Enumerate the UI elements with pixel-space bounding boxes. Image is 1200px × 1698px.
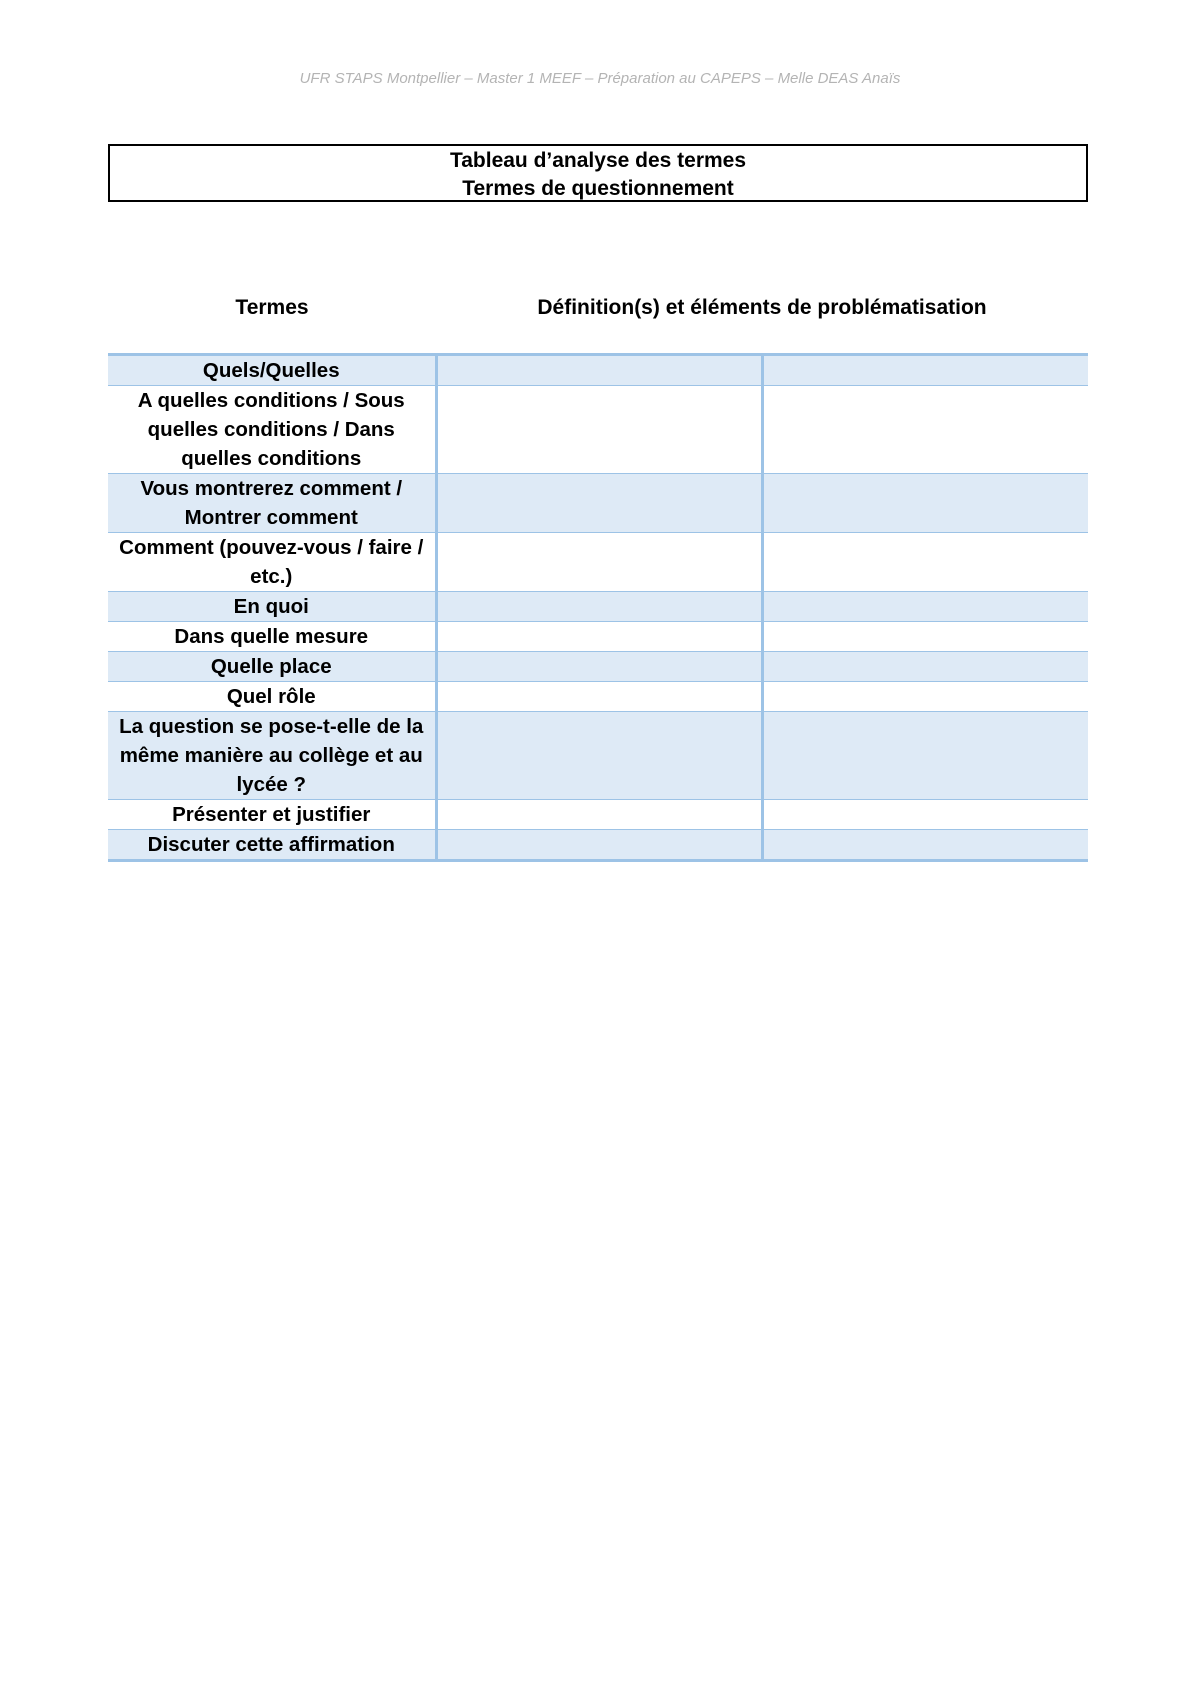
column-header-definitions: Définition(s) et éléments de problématisation	[537, 296, 987, 319]
table-row	[108, 474, 1088, 533]
problematisation-cell	[762, 622, 1088, 652]
table-row	[108, 712, 1088, 800]
page-header: UFR STAPS Montpellier – Master 1 MEEF – Préparation au CAPEPS – Melle DEAS Anaïs	[299, 70, 901, 87]
term-cell: Dans quelle mesure	[108, 622, 436, 652]
problematisation-cell	[762, 652, 1088, 682]
definition-cell	[436, 592, 762, 622]
table-row	[108, 592, 1088, 622]
problematisation-cell	[762, 682, 1088, 712]
table-row	[108, 800, 1088, 830]
terms-table	[108, 353, 1088, 862]
definition-cell	[436, 652, 762, 682]
title-line-1: Tableau d’analyse des termes	[449, 149, 747, 172]
term-cell: La question se pose-t-elle de la même manière au collège et au lycée ?	[108, 712, 436, 800]
table-row	[108, 652, 1088, 682]
definition-cell	[436, 682, 762, 712]
definition-cell	[436, 533, 762, 592]
term-cell: En quoi	[108, 592, 436, 622]
column-header-terms: Termes	[235, 296, 309, 319]
problematisation-cell	[762, 386, 1088, 474]
definition-cell	[436, 712, 762, 800]
problematisation-cell	[762, 474, 1088, 533]
definition-cell	[436, 622, 762, 652]
problematisation-cell	[762, 712, 1088, 800]
table-row	[108, 386, 1088, 474]
problematisation-cell	[762, 800, 1088, 830]
term-cell: Quels/Quelles	[108, 355, 436, 386]
term-cell: Quel rôle	[108, 682, 436, 712]
table-row	[108, 533, 1088, 592]
table-row	[108, 355, 1088, 386]
problematisation-cell	[762, 533, 1088, 592]
term-cell: Discuter cette affirmation	[108, 830, 436, 861]
table-row	[108, 830, 1088, 861]
term-cell: Comment (pouvez-vous / faire / etc.)	[108, 533, 436, 592]
term-cell: Présenter et justifier	[108, 800, 436, 830]
terms-table-body	[108, 355, 1088, 861]
definition-cell	[436, 386, 762, 474]
table-row	[108, 682, 1088, 712]
problematisation-cell	[762, 592, 1088, 622]
definition-cell	[436, 474, 762, 533]
problematisation-cell	[762, 830, 1088, 861]
term-cell: Vous montrerez comment / Montrer comment	[108, 474, 436, 533]
term-cell: Quelle place	[108, 652, 436, 682]
table-row	[108, 622, 1088, 652]
definition-cell	[436, 355, 762, 386]
problematisation-cell	[762, 355, 1088, 386]
definition-cell	[436, 830, 762, 861]
term-cell: A quelles conditions / Sous quelles conditions / Dans quelles conditions	[108, 386, 436, 474]
definition-cell	[436, 800, 762, 830]
title-box	[108, 144, 1088, 202]
title-line-2: Termes de questionnement	[462, 177, 734, 200]
